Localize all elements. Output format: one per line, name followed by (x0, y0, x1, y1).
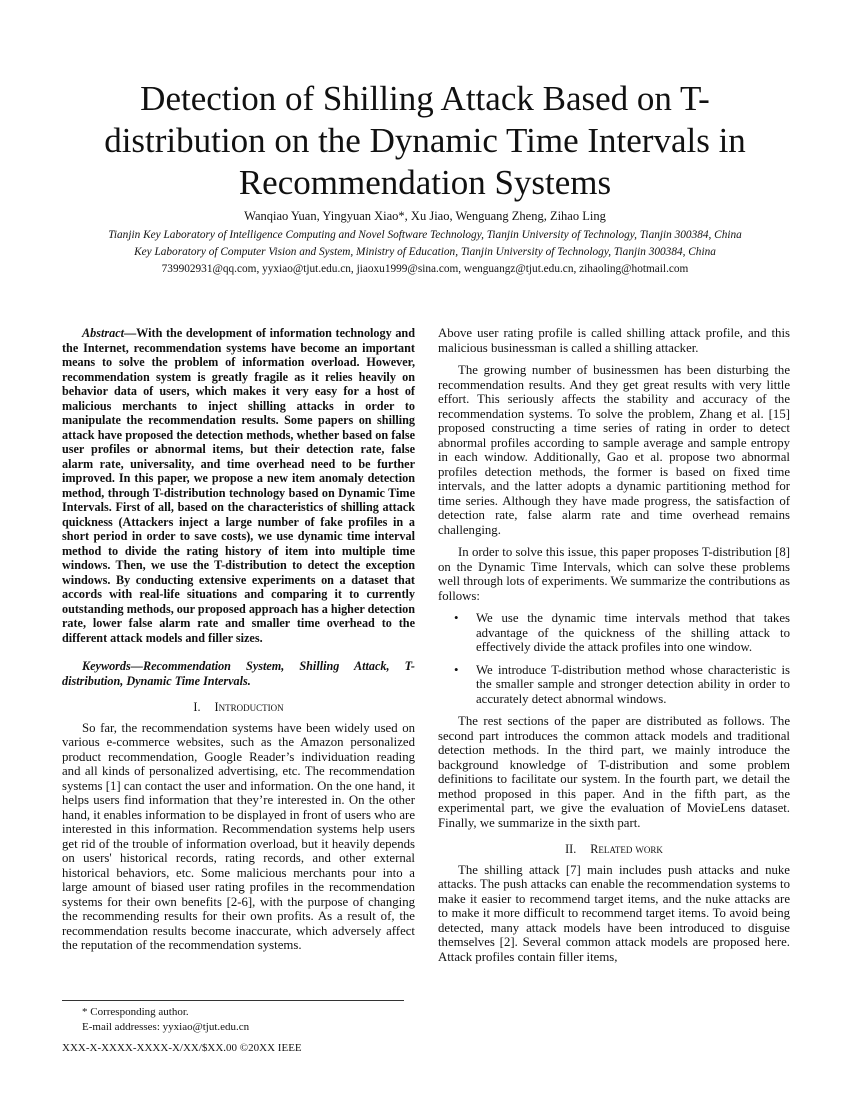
paragraph: The shilling attack [7] main includes push attacks and nuke attacks. The push attacks can enable the recommendation systems to make it easier to recommend target items, and the nuke attacks are to make it more difficult to recommend target items. To avoid being detected, many attack models have been introduced to disguise themselves [2]. Several common attack models are proposed here. Attack profiles contain filler items, (438, 862, 790, 964)
paragraph: In order to solve this issue, this paper proposes T-distribution [8] on the Dynamic Time Intervals, which can solve these problems well through lots of experiments. We summarize the contributions as follows: (438, 545, 790, 603)
list-item (438, 611, 790, 655)
paragraph: The growing number of businessmen has been disturbing the recommendation results. And they get great results with very little effort. This seriously affects the stability and accuracy of the recommendation systems. To solve the problem, Zhang et al. [15] proposed constructing a time series of rating in order to detect abnormal profiles according to sample average and sample entropy in each window. Additionally, Gao et al. propose two abnormal profiles detection methods, the former is based on fixed time intervals, and the latter adopts a dynamic partitioning method for time series. Although they have made progress, the satisfaction of detection rate, false alarm rate and time overhead remains challenging. (438, 363, 790, 537)
bullet-icon: • (454, 611, 459, 625)
contribution-list (438, 611, 790, 706)
list-item-text: We use the dynamic time intervals method that takes advantage of the quickness of the shilling attack to effectively divide the attack profiles into one window. (476, 611, 790, 654)
copyright-notice: XXX-X-XXXX-XXXX-X/XX/$XX.00 ©20XX IEEE (62, 1042, 302, 1054)
abstract-lead: Abstract (82, 326, 124, 340)
abstract (62, 326, 415, 645)
bullet-icon: • (454, 662, 459, 677)
section-heading-introduction (62, 700, 415, 715)
footnote-line: E-mail addresses: yyxiao@tjut.edu.cn (82, 1021, 250, 1033)
footnote-line: * Corresponding author. (82, 1006, 189, 1018)
section-number: II. (565, 842, 577, 856)
affiliation-1: Tianjin Key Laboratory of Intelligence Computing and Novel Software Technology, Tianjin University of Technology, Tianjin 300384, China (108, 229, 742, 241)
list-item-text: We introduce T-distribution method whose characteristic is the smaller sample and stronger detection ability in order to accurately detect abnormal windows. (476, 662, 790, 706)
right-column (438, 326, 790, 972)
footnote (82, 1005, 249, 1035)
paragraph: So far, the recommendation systems have been widely used on various e-commerce websites, such as the Amazon personalized product recommendation, Google Reader’s individuation reading and all kinds of personalized advertising, etc. The recommendation systems [1] can contact the user and information. On the one hand, it helps users find information that they’re interested in. On the other hand, it enables information to be displayed in front of users who are interested in this information. Recommendation systems help users get rid of the trouble of information overload, but it heavily depends on users' historical records, rating records, and other external historical behaviors, etc. Some malicious merchants pour into a large amount of biased user rating profiles in the recommendation systems for their own benefits [2-6], with the purpose of changing the recommending results for their own profits. As a result of, the recommendation results become inaccurate, which adversely affect the reputation of the recommendation systems. (62, 720, 415, 952)
affiliation-2: Key Laboratory of Computer Vision and System, Ministry of Education, Tianjin University of Technology, Tianjin 300384, China (134, 246, 716, 258)
section-number: I. (193, 700, 201, 714)
author-list: Wanqiao Yuan, Yingyuan Xiao*, Xu Jiao, Wenguang Zheng, Zihao Ling (244, 209, 606, 223)
left-column (62, 326, 415, 961)
footnote-divider (62, 1000, 404, 1001)
paper-title: Detection of Shilling Attack Based on T-distribution on the Dynamic Time Intervals in Recommendation Systems (104, 79, 746, 202)
paragraph: Above user rating profile is called shilling attack profile, and this malicious businessman is called a shilling attacker. (438, 326, 790, 355)
author-emails: 739902931@qq.com, yyxiao@tjut.edu.cn, jiaoxu1999@sina.com, wenguangz@tjut.edu.cn, zihaoling@hotmail.com (161, 263, 689, 275)
keywords: Keywords—Recommendation System, Shilling Attack, T-distribution, Dynamic Time Intervals. (62, 659, 415, 688)
list-item (438, 663, 790, 707)
abstract-text: —With the development of information technology and the Internet, recommendation systems have become an important means to solve the problem of information overload. However, recommendation system is greatly fragile as it relies heavily on behavior data of users, which makes it very easy for a host of malicious merchants to inject shilling attacks in order to manipulate the recommendation results. Some papers on shilling attack have proposed the detection methods, whether based on false user profiles or abnormal items, but their detection rate, false alarm rate, universality, and time overhead need to be further improved. In this paper, we propose a new item anomaly detection method, through T-distribution technology based on Dynamic Time Intervals. First of all, based on the characteristics of shilling attack quickness (Attackers inject a large number of fake profiles in a short period in order to save costs), we use dynamic time interval method to divide the rating history of item into multiple time windows. Then, we use the T-distribution to detect the exception windows. By conducting extensive experiments on a dataset that accords with real-life situations and comparing it to currently outstanding methods, our proposed approach has a higher detection rate, lower false alarm rate and smaller time overhead to the different attack models and filler sizes. (62, 326, 415, 645)
section-heading-related-work (438, 842, 790, 857)
section-title: Related work (590, 842, 663, 856)
paragraph: The rest sections of the paper are distributed as follows. The second part introduces the common attack models and traditional detection methods. In the third part, we mainly introduce the background knowledge of T-distribution and some problem definitions to facilitate our system. In the fourth part, we detail the method proposed in this paper. And in the fifth part, as the experimental part, we give the evaluation of MovieLens dataset. Finally, we summarize in the sixth part. (438, 714, 790, 830)
section-title: Introduction (214, 700, 284, 714)
